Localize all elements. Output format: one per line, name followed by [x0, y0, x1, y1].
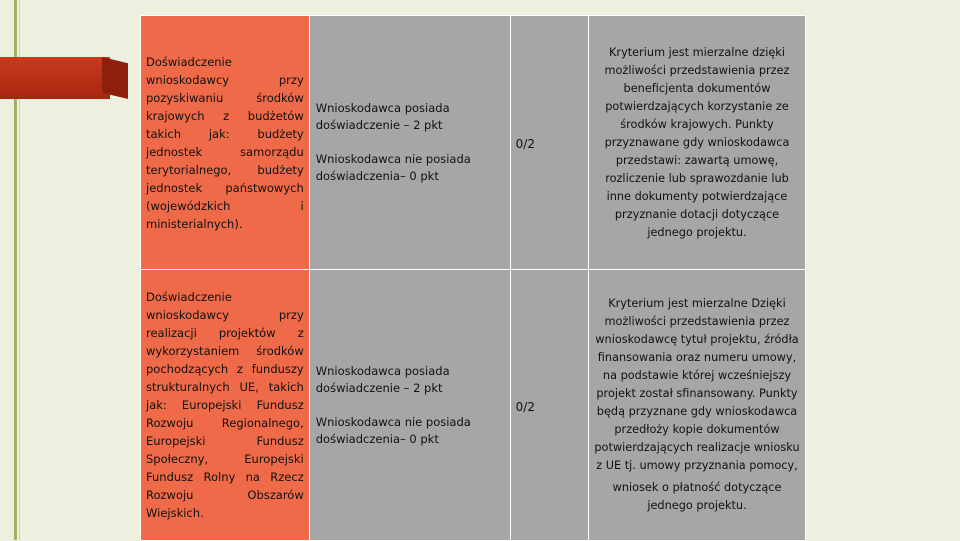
option-no-experience: Wnioskodawca nie posiada doświadczenia– 0 pkt — [315, 152, 471, 183]
options-cell — [309, 16, 510, 270]
score-cell — [510, 16, 588, 270]
description-text-continued: wniosek o płatność dotyczące jednego projektu. — [612, 481, 782, 512]
score-value: 0/2 — [515, 399, 535, 414]
description-cell — [589, 16, 806, 270]
criterion-text: Doświadczenie wnioskodawcy przy pozyskiwaniu środków krajowych z budżetów takich jak: budżety jednostek samorządu terytorialnego, budżety jednostek państwowych (wojewódzkich i ministerialnych). — [146, 54, 304, 231]
option-has-experience: Wnioskodawca posiada doświadczenie – 2 pkt — [315, 363, 450, 395]
score-value: 0/2 — [515, 137, 535, 151]
description-text: Kryterium jest mierzalne dzięki możliwości przedstawienia przez beneficjenta dokumentów potwierdzających korzystanie ze środków krajowych. Punkty przyznawane gdy wnioskodawca przedstawi: zawartą umowę, rozliczenie lub sprawozdanie lub inne dokumenty potwierdzające przyznanie dotacji dotyczące jednego projektu. — [604, 45, 790, 239]
criterion-cell — [141, 16, 310, 270]
options-cell — [309, 270, 510, 541]
table-row — [141, 270, 806, 541]
criterion-cell — [141, 270, 310, 541]
decorative-red-banner — [0, 57, 110, 99]
table-row — [141, 16, 806, 270]
decorative-banner-fold — [102, 57, 128, 99]
description-cell — [589, 270, 806, 541]
criterion-text: Doświadczenie wnioskodawcy przy realizacji projektów z wykorzystaniem środków pochodzących z funduszy strukturalnych UE, takich jak: Europejski Fundusz Rozwoju Regionalnego, Europejski Fundusz Społeczny, Europejski Fundusz Rolny na Rzecz Rozwoju Obszarów Wiejskich. — [146, 290, 304, 520]
option-has-experience: Wnioskodawca posiada doświadczenie – 2 pkt — [315, 101, 450, 132]
criteria-table — [140, 15, 806, 541]
option-no-experience: Wnioskodawca nie posiada doświadczenia– 0 pkt — [315, 414, 471, 446]
score-cell — [510, 270, 588, 541]
description-text: Kryterium jest mierzalne Dzięki możliwości przedstawienia przez wnioskodawcę tytuł projektu, źródła finansowania oraz numeru umowy, na podstawie której wcześniejszy projekt został sfinansowany. Punkty będą przyznane gdy wnioskodawca przedłoży kopie dokumentów potwierdzających realizacje wniosku z UE tj. umowy przyznania pomocy, — [594, 297, 800, 472]
